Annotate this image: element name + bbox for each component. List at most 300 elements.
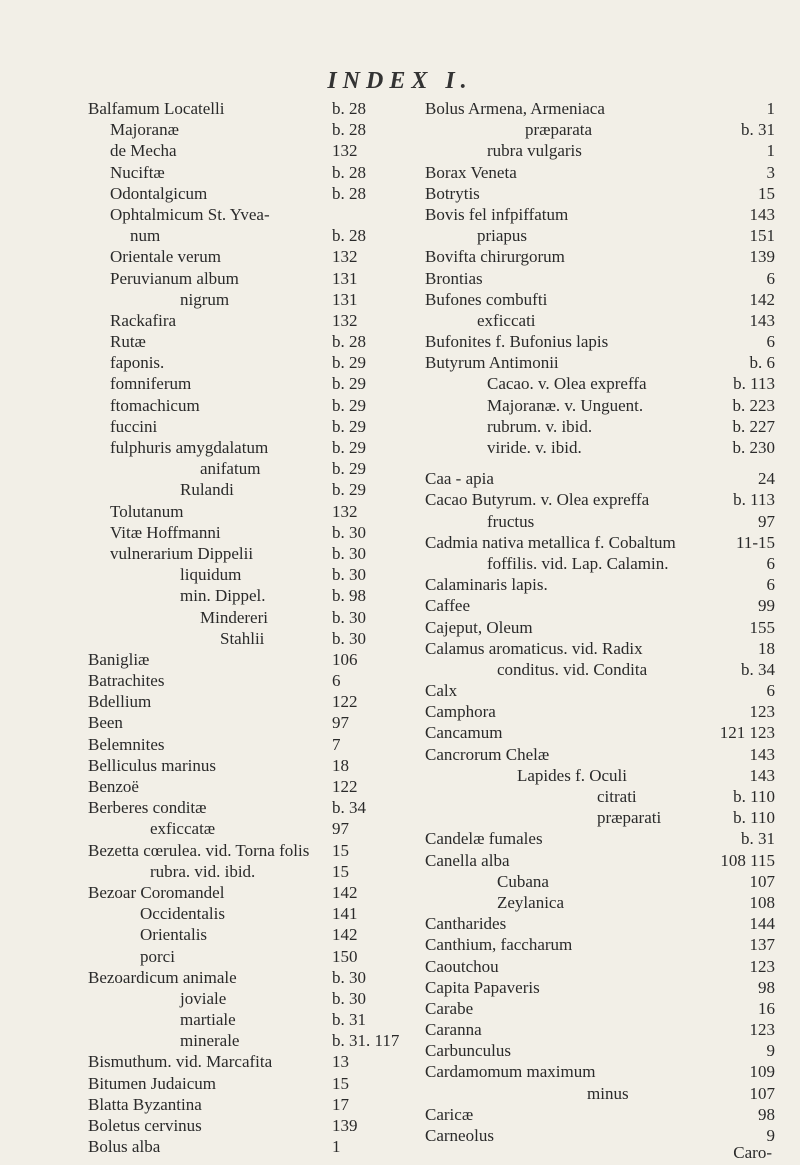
entry-term: Majoranæ — [110, 120, 179, 140]
entry-term: Bezoar Coromandel — [88, 882, 225, 902]
index-entry — [88, 776, 420, 797]
index-entry — [88, 331, 420, 352]
entry-page-ref: 98 — [758, 1104, 775, 1124]
index-entry — [88, 988, 420, 1009]
entry-term: joviale — [180, 988, 227, 1008]
index-entry — [88, 924, 420, 945]
entry-term: Majoranæ. v. Unguent. — [487, 395, 644, 415]
entry-term: Bufonites f. Bufonius lapis — [425, 332, 609, 352]
index-entry — [88, 1115, 420, 1136]
entry-term: priapus — [477, 226, 528, 246]
entry-page-ref: b. 98 — [332, 586, 366, 606]
index-entry — [88, 543, 420, 564]
index-entry — [425, 289, 775, 310]
index-entry — [425, 892, 775, 913]
entry-term: Balfamum Locatelli — [88, 99, 225, 118]
entry-page-ref: 6 — [766, 681, 775, 701]
entry-term: Bovis fel infpiffatum — [425, 204, 569, 224]
entry-page-ref: b. 31 — [741, 120, 775, 140]
entry-term: Bdellium — [88, 692, 152, 712]
entry-term: Cacao Butyrum. v. Olea expreffa — [425, 490, 650, 510]
entry-page-ref: 108 — [749, 892, 775, 912]
entry-page-ref: 123 — [749, 956, 775, 976]
entry-term: Carabe — [425, 998, 474, 1018]
entry-page-ref: b. 30 — [332, 522, 366, 542]
page-header: INDEX I. — [327, 68, 473, 94]
index-entry — [425, 489, 775, 510]
index-entry — [88, 98, 420, 119]
index-entry — [425, 437, 775, 458]
index-entry — [425, 595, 775, 616]
entry-page-ref: b. 30 — [332, 543, 366, 563]
entry-page-ref: 98 — [758, 977, 775, 997]
index-entry — [425, 468, 775, 489]
entry-page-ref: 141 — [332, 904, 358, 924]
entry-term: Stahlii — [220, 628, 265, 648]
index-entry — [425, 617, 775, 638]
entry-page-ref: b. 34 — [741, 659, 775, 679]
index-entry — [88, 458, 420, 479]
index-entry — [425, 786, 775, 807]
index-entry — [88, 649, 420, 670]
index-entry — [88, 140, 420, 161]
entry-term: Occidentalis — [140, 904, 225, 924]
index-entry — [88, 946, 420, 967]
entry-page-ref: 109 — [749, 1062, 775, 1082]
entry-page-ref: 151 — [749, 226, 775, 246]
entry-term: Carneolus — [425, 1126, 494, 1145]
entry-page-ref: 13 — [332, 1052, 349, 1072]
entry-term: Tolutanum — [110, 501, 184, 521]
entry-page-ref: 97 — [332, 713, 349, 733]
right-column — [425, 98, 775, 1146]
index-entry — [425, 680, 775, 701]
index-entry — [425, 98, 775, 119]
index-entry — [88, 479, 420, 500]
index-entry — [88, 734, 420, 755]
entry-page-ref: 132 — [332, 247, 358, 267]
index-entry — [425, 744, 775, 765]
index-entry — [425, 934, 775, 955]
entry-page-ref: b. 113 — [733, 490, 775, 510]
index-entry — [88, 352, 420, 373]
entry-term: Caricæ — [425, 1104, 474, 1124]
index-entry — [425, 395, 775, 416]
entry-page-ref: b. 28 — [332, 120, 366, 140]
entry-term: Brontias — [425, 268, 483, 288]
entry-page-ref: 143 — [749, 744, 775, 764]
entry-page-ref: 122 — [332, 777, 358, 796]
entry-page-ref: 132 — [332, 141, 358, 161]
entry-page-ref: 142 — [332, 925, 358, 945]
entry-term: Mindereri — [200, 607, 268, 627]
index-entry — [88, 670, 420, 691]
entry-term: Peruvianum album — [110, 268, 239, 288]
index-entry — [88, 204, 420, 225]
index-entry — [425, 140, 775, 161]
entry-term: Vitæ Hoffmanni — [110, 522, 221, 542]
entry-term: fructus — [487, 511, 535, 531]
entry-term: exficcatæ — [150, 819, 216, 839]
entry-page-ref: b. 110 — [733, 808, 775, 828]
entry-term: Bezoardicum animale — [88, 967, 237, 987]
index-entry — [88, 522, 420, 543]
entry-term: nigrum — [180, 289, 230, 309]
entry-page-ref: 137 — [749, 935, 775, 955]
entry-page-ref: 131 — [332, 268, 358, 288]
entry-page-ref: 107 — [749, 1083, 775, 1103]
index-entry — [88, 225, 420, 246]
index-entry — [425, 373, 775, 394]
index-entry — [425, 1125, 775, 1146]
entry-term: citrati — [597, 787, 637, 806]
index-entry — [425, 119, 775, 140]
index-entry — [425, 638, 775, 659]
entry-term: Camphora — [425, 702, 496, 722]
entry-term: Candelæ fumales — [425, 829, 543, 849]
entry-page-ref: b. 230 — [732, 438, 775, 457]
index-entry — [425, 532, 775, 553]
index-entry — [425, 977, 775, 998]
entry-term: martiale — [180, 1010, 236, 1030]
entry-page-ref: b. 29 — [332, 438, 366, 457]
index-entry — [88, 861, 420, 882]
index-entry — [425, 310, 775, 331]
index-entry — [88, 395, 420, 416]
entry-term: conditus. vid. Condita — [497, 659, 648, 679]
entry-page-ref: b. 34 — [332, 798, 366, 818]
entry-term: Carbunculus — [425, 1041, 511, 1061]
index-entry — [425, 913, 775, 934]
entry-term: ftomachicum — [110, 395, 200, 415]
entry-page-ref: 17 — [332, 1094, 349, 1114]
entry-term: Banigliæ — [88, 649, 150, 669]
entry-page-ref: 107 — [749, 871, 775, 891]
entry-page-ref: 106 — [332, 649, 358, 669]
entry-term: Bezetta cœrulea. vid. Torna folis — [88, 840, 310, 860]
entry-page-ref: 142 — [749, 289, 775, 309]
index-entry — [88, 119, 420, 140]
index-entry — [425, 553, 775, 574]
entry-term: minerale — [180, 1031, 240, 1051]
entry-page-ref: b. 30 — [332, 628, 366, 648]
entry-term: Rutæ — [110, 332, 146, 352]
index-entry — [88, 585, 420, 606]
entry-term: Cantharides — [425, 914, 507, 934]
entry-term: Cardamomum maximum — [425, 1062, 596, 1082]
entry-page-ref: 97 — [758, 511, 775, 531]
entry-term: Nuciftæ — [110, 162, 165, 182]
index-entry — [88, 903, 420, 924]
entry-page-ref: b. 110 — [733, 787, 775, 806]
entry-page-ref: 99 — [758, 596, 775, 616]
entry-term: præparati — [597, 808, 662, 828]
index-entry — [88, 1009, 420, 1030]
entry-page-ref: b. 29 — [332, 459, 366, 479]
index-entry — [425, 659, 775, 680]
index-entry — [425, 871, 775, 892]
entry-term: Canthium, faccharum — [425, 935, 573, 955]
index-entry — [425, 574, 775, 595]
index-entry — [425, 162, 775, 183]
index-entry — [88, 1094, 420, 1115]
entry-page-ref: 6 — [766, 268, 775, 288]
entry-page-ref: b. 30 — [332, 967, 366, 987]
entry-term: Cadmia nativa metallica f. Cobaltum — [425, 532, 676, 552]
entry-page-ref: 132 — [332, 501, 358, 521]
entry-term: Ophtalmicum St. Yvea- — [110, 204, 270, 224]
entry-page-ref: 3 — [766, 162, 775, 182]
index-entry — [425, 246, 775, 267]
index-entry — [88, 437, 420, 458]
entry-term: Berberes conditæ — [88, 798, 207, 818]
entry-term: Boletus cervinus — [88, 1116, 202, 1135]
entry-page-ref: b. 30 — [332, 607, 366, 627]
index-entry — [88, 755, 420, 776]
index-entry — [88, 818, 420, 839]
entry-page-ref: 143 — [749, 310, 775, 330]
index-entry — [88, 268, 420, 289]
entry-page-ref: b. 113 — [733, 374, 775, 394]
index-entry — [425, 722, 775, 743]
index-entry — [88, 691, 420, 712]
entry-page-ref: 16 — [758, 998, 775, 1018]
entry-page-ref: b. 28 — [332, 183, 366, 203]
entry-term: Caa - apia — [425, 469, 494, 489]
entry-term: rubra vulgaris — [487, 141, 582, 161]
index-entry — [88, 882, 420, 903]
entry-page-ref: b. 223 — [732, 395, 775, 415]
index-entry — [88, 712, 420, 733]
entry-term: Cacao. v. Olea expreffa — [487, 374, 647, 394]
index-entry — [88, 373, 420, 394]
index-entry — [425, 352, 775, 373]
index-entry — [88, 797, 420, 818]
index-entry — [425, 183, 775, 204]
entry-term: Cubana — [497, 871, 549, 891]
entry-page-ref: 143 — [749, 204, 775, 224]
entry-page-ref: b. 29 — [332, 374, 366, 394]
entry-term: Lapides f. Oculi — [517, 765, 627, 785]
entry-term: Calx — [425, 681, 458, 701]
index-entry — [425, 1083, 775, 1104]
entry-page-ref: 142 — [332, 882, 358, 902]
entry-term: Blatta Byzantina — [88, 1094, 202, 1114]
index-entry — [88, 162, 420, 183]
entry-term: Calaminaris lapis. — [425, 575, 548, 595]
entry-term: faponis. — [110, 353, 165, 373]
entry-term: Orientalis — [140, 925, 208, 945]
entry-term: Capita Papaveris — [425, 977, 540, 997]
entry-page-ref: 97 — [332, 819, 349, 839]
left-column — [88, 98, 420, 1157]
entry-term: de Mecha — [110, 141, 177, 161]
entry-page-ref: 24 — [758, 469, 775, 489]
entry-page-ref: 15 — [332, 840, 349, 860]
entry-page-ref: 11-15 — [735, 532, 775, 552]
entry-term: Cancamum — [425, 723, 503, 743]
index-entry — [88, 1051, 420, 1072]
entry-term: Belemnites — [88, 734, 165, 754]
entry-term: Caranna — [425, 1020, 482, 1040]
index-entry — [425, 331, 775, 352]
entry-term: Belliculus marinus — [88, 755, 216, 775]
entry-page-ref: b. 6 — [749, 353, 775, 373]
entry-term: anifatum — [200, 459, 261, 479]
index-entry — [88, 183, 420, 204]
index-entry — [88, 607, 420, 628]
index-entry — [425, 225, 775, 246]
entry-page-ref: b. 227 — [732, 416, 775, 436]
entry-gap — [425, 458, 775, 468]
entry-page-ref: 6 — [766, 332, 775, 352]
entry-term: Bufones combufti — [425, 289, 548, 309]
entry-term: Batrachites — [88, 671, 165, 691]
index-entry — [425, 807, 775, 828]
entry-page-ref: 131 — [332, 289, 358, 309]
index-entry — [88, 1030, 420, 1051]
entry-page-ref: 139 — [749, 247, 775, 267]
entry-term: Bolus alba — [88, 1137, 161, 1157]
index-entry — [88, 289, 420, 310]
entry-term: Bolus Armena, Armeniaca — [425, 99, 605, 118]
entry-page-ref: 15 — [332, 1073, 349, 1093]
index-entry — [425, 828, 775, 849]
entry-term: Benzoë — [88, 777, 139, 796]
entry-term: num — [130, 226, 161, 246]
entry-page-ref: 121 123 — [719, 723, 775, 743]
entry-term: Rulandi — [180, 480, 234, 500]
entry-page-ref: 18 — [758, 638, 775, 658]
entry-term: rubrum. v. ibid. — [487, 416, 593, 436]
entry-term: fulphuris amygdalatum — [110, 438, 269, 457]
entry-page-ref: 144 — [749, 914, 775, 934]
entry-term: Borax Veneta — [425, 162, 517, 182]
entry-term: porci — [140, 946, 175, 966]
entry-page-ref: b. 31. 117 — [332, 1031, 400, 1051]
entry-page-ref: 18 — [332, 755, 349, 775]
entry-page-ref: 123 — [749, 1020, 775, 1040]
entry-term: Cancrorum Chelæ — [425, 744, 550, 764]
index-entry — [425, 998, 775, 1019]
entry-term: Calamus aromaticus. vid. Radix — [425, 638, 643, 658]
entry-page-ref: b. 28 — [332, 226, 366, 246]
index-entry — [88, 628, 420, 649]
entry-page-ref: 123 — [749, 702, 775, 722]
index-entry — [88, 310, 420, 331]
index-entry — [88, 246, 420, 267]
index-entry — [88, 967, 420, 988]
entry-term: Bitumen Judaicum — [88, 1073, 216, 1093]
index-entry — [425, 765, 775, 786]
index-entry — [88, 840, 420, 861]
entry-term: exficcati — [477, 310, 536, 330]
entry-page-ref: b. 31 — [332, 1010, 366, 1030]
entry-page-ref: b. 29 — [332, 480, 366, 500]
index-entry — [88, 564, 420, 585]
index-entry — [425, 204, 775, 225]
entry-page-ref: 155 — [749, 617, 775, 637]
entry-term: Caoutchou — [425, 956, 499, 976]
entry-page-ref: 150 — [332, 946, 358, 966]
entry-page-ref: 7 — [332, 734, 341, 754]
entry-page-ref: 143 — [749, 765, 775, 785]
entry-page-ref: b. 29 — [332, 395, 366, 415]
entry-page-ref: b. 30 — [332, 988, 366, 1008]
index-entry — [425, 1104, 775, 1125]
entry-page-ref: 122 — [332, 692, 358, 712]
entry-term: viride. v. ibid. — [487, 438, 582, 457]
entry-page-ref: 6 — [332, 671, 341, 691]
index-entry — [88, 501, 420, 522]
entry-page-ref: b. 29 — [332, 416, 366, 436]
entry-page-ref: b. 28 — [332, 99, 366, 118]
entry-term: Canella alba — [425, 850, 510, 870]
entry-page-ref: 1 — [766, 141, 775, 161]
index-entry — [425, 956, 775, 977]
index-entry — [88, 416, 420, 437]
entry-page-ref: b. 28 — [332, 162, 366, 182]
entry-page-ref: 139 — [332, 1116, 358, 1135]
index-entry — [425, 1019, 775, 1040]
entry-page-ref: 1 — [332, 1137, 341, 1157]
entry-term: Been — [88, 713, 123, 733]
entry-page-ref: 9 — [766, 1126, 775, 1145]
index-entry — [88, 1136, 420, 1157]
entry-term: fomniferum — [110, 374, 192, 394]
index-entry — [425, 268, 775, 289]
entry-page-ref: 1 — [766, 99, 775, 118]
entry-term: Bovifta chirurgorum — [425, 247, 565, 267]
entry-term: præparata — [525, 120, 593, 140]
entry-page-ref: 9 — [766, 1041, 775, 1061]
entry-term: min. Dippel. — [180, 586, 266, 606]
entry-term: Cajeput, Oleum — [425, 617, 533, 637]
entry-page-ref: b. 30 — [332, 565, 366, 585]
entry-page-ref: 6 — [766, 553, 775, 573]
entry-term: Botrytis — [425, 183, 480, 203]
entry-page-ref: b. 31 — [741, 829, 775, 849]
index-entry — [425, 1061, 775, 1082]
entry-page-ref: 108 115 — [720, 850, 775, 870]
index-entry — [425, 701, 775, 722]
entry-page-ref: 15 — [332, 861, 349, 881]
entry-term: fuccini — [110, 416, 158, 436]
entry-term: rubra. vid. ibid. — [150, 861, 256, 881]
entry-page-ref: 15 — [758, 183, 775, 203]
entry-term: Orientale verum — [110, 247, 221, 267]
catchword: Caro- — [733, 1143, 772, 1162]
entry-term: Butyrum Antimonii — [425, 353, 559, 373]
entry-term: Rackafira — [110, 310, 177, 330]
entry-term: Zeylanica — [497, 892, 565, 912]
entry-term: Bismuthum. vid. Marcafita — [88, 1052, 273, 1072]
entry-page-ref: 132 — [332, 310, 358, 330]
entry-term: liquidum — [180, 565, 242, 585]
entry-term: minus — [587, 1083, 629, 1103]
entry-term: foffilis. vid. Lap. Calamin. — [487, 553, 669, 573]
index-entry — [425, 1040, 775, 1061]
index-entry — [425, 850, 775, 871]
index-entry — [425, 511, 775, 532]
entry-term: Odontalgicum — [110, 183, 208, 203]
entry-page-ref: b. 29 — [332, 353, 366, 373]
entry-page-ref: b. 28 — [332, 332, 366, 352]
entry-term: vulnerarium Dippelii — [110, 543, 254, 563]
index-entry — [88, 1073, 420, 1094]
entry-page-ref: 6 — [766, 575, 775, 595]
entry-term: Caffee — [425, 596, 470, 616]
